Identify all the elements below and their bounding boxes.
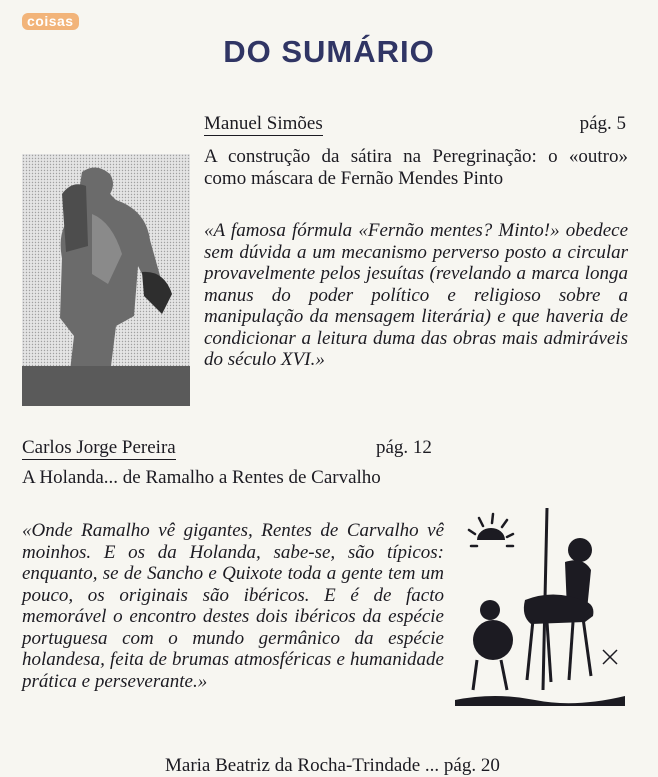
entry-1-page: pág. 5 <box>579 113 626 134</box>
entry-2-quote: «Onde Ramalho vê gigantes, Rentes de Carvalho vê moinhos. E os da Holanda, sabe-se, são típicos: enquanto, se de Sancho e Quixote toda a gente tem um pouco, os originais são ibéricos. E é de facto memorável o encontro destes dois ibéricos da espécie portuguesa com o mundo germânico da espécie holandesa, feita de brumas atmosféricas e humanidade prática e perseverante.» <box>22 520 444 692</box>
next-entry-line: Maria Beatriz da Rocha-Trindade ... pág. 20 <box>165 755 500 776</box>
entry-1-title: A construção da sátira na Peregrinação: o «outro» como máscara de Fernão Mendes Pinto <box>204 146 628 189</box>
entry-2-title: A Holanda... de Ramalho a Rentes de Carvalho <box>22 467 381 488</box>
statue-photo <box>22 154 190 406</box>
section-tag: coisas <box>22 13 79 30</box>
entry-2-page: pág. 12 <box>376 437 432 458</box>
page-heading: DO SUMÁRIO <box>223 34 435 69</box>
don-quixote-drawing <box>455 500 625 715</box>
entry-2-author-name: Carlos Jorge Pereira <box>22 437 176 458</box>
entry-1-author-name: Manuel Simões <box>204 113 323 134</box>
entry-2-author <box>22 437 176 459</box>
entry-1-quote: «A famosa fórmula «Fernão mentes? Minto!» obedece sem dúvida a um mecanismo perverso posto a circular provavelmente pelos jesuítas (revelando a marca longa manus do poder político e religioso sobre a manipulação da mensagem literária) e que haveria de condicionar a leitura duma das obras mais admiráveis do século XVI.» <box>204 220 628 370</box>
entry-1-author <box>204 113 323 135</box>
